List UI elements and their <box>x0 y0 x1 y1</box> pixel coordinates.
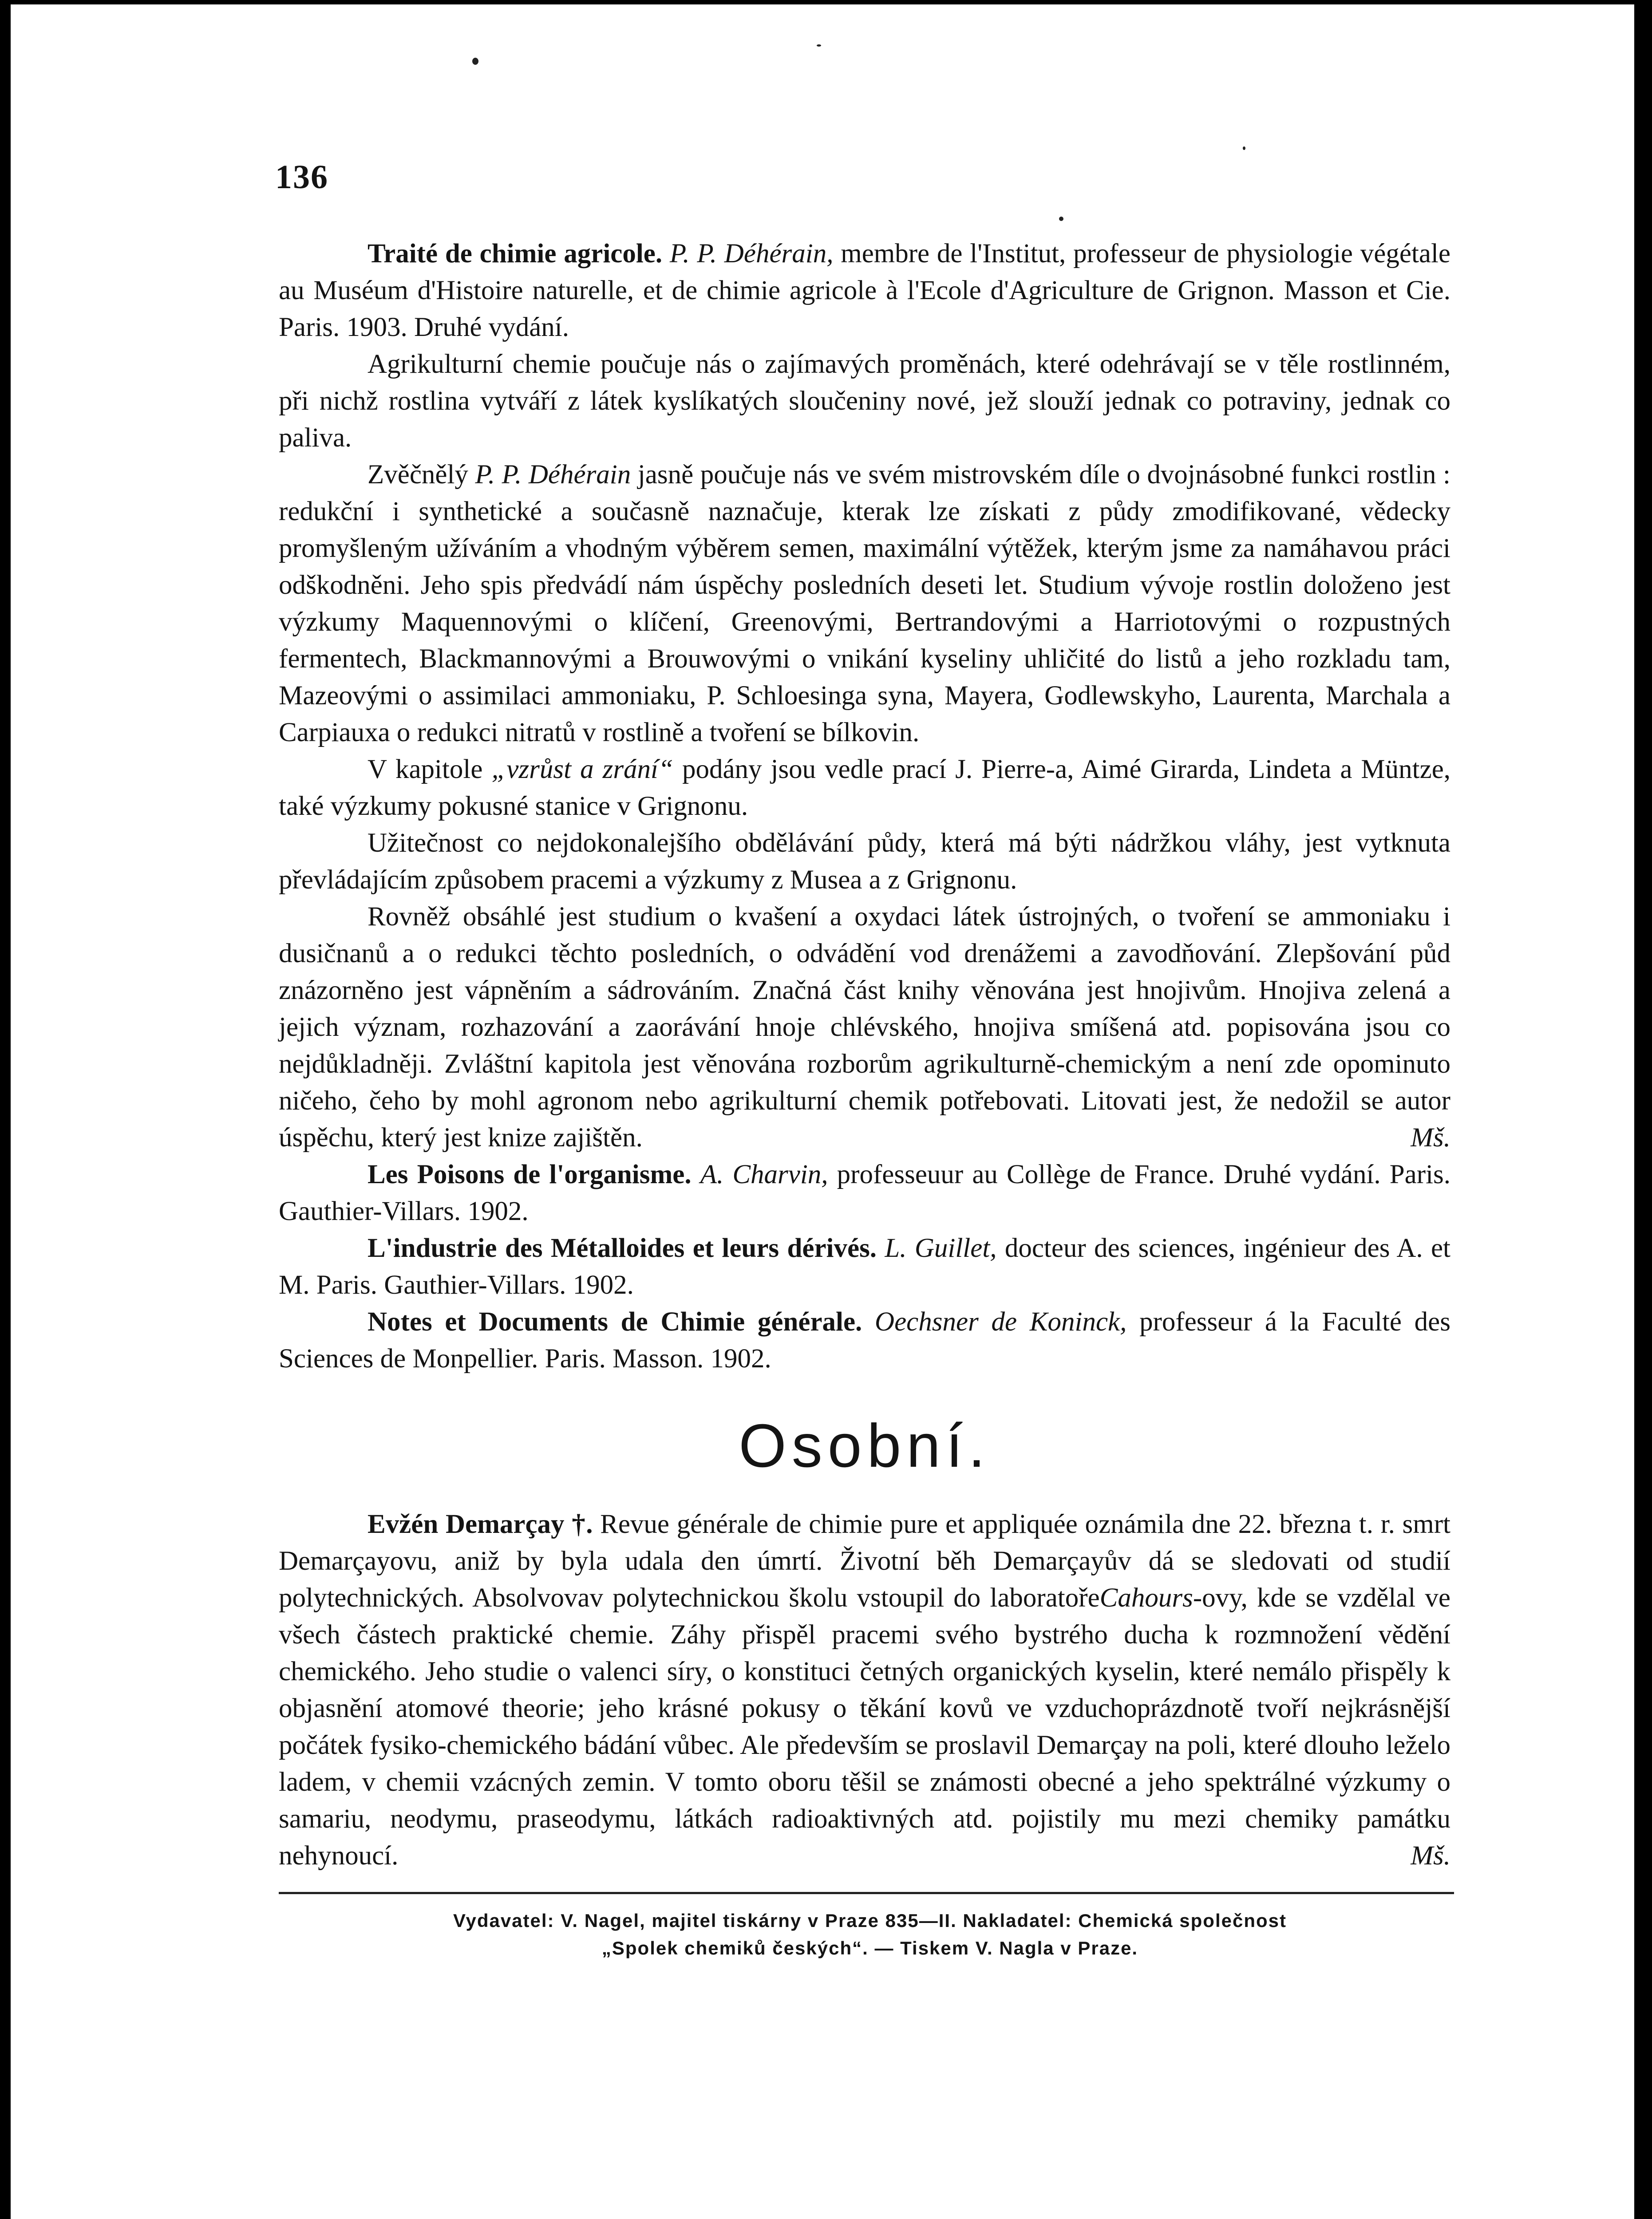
scan-edge <box>1634 0 1652 2219</box>
review-paragraph: Agrikulturní chemie poučuje nás o zajímavých proměnách, které odehrávají se v těle rostlinném, při nichž rostlina vytváří z látek kyslíkatých sloučeniny nové, jež slouží jednak co potraviny, jednak co paliva. <box>279 349 1450 453</box>
obituary <box>279 1506 1450 1874</box>
review-author: A. Charvin, <box>700 1160 828 1189</box>
paragraph-lead: Zvěčnělý <box>368 460 468 490</box>
obituary-name: Evžén Demarçay †. <box>368 1509 593 1539</box>
obituary-italic: Cahours <box>1099 1583 1193 1613</box>
imprint <box>328 1907 1411 1962</box>
review-paragraph <box>279 898 1450 1156</box>
review-details: docteur des sciences, ingénieur des A. et M. Paris. Gauthier-Villars. 1902. <box>279 1233 1451 1300</box>
review-author-inline: P. P. Déhérain <box>475 460 631 490</box>
scan-speck <box>817 44 821 47</box>
paragraph-text: jasně poučuje nás ve svém mistrovském díle o dvojnásobné funkci rostlin : redukční i synthetické a současně naznačuje, kterak lze získati z půdy zmodifikované, vědecky promyšleným užíváním a vhodným výběrem semen, maximální výtěžek, kterým jsme za namáhavou práci odškodněni. Jeho spis předvádí nám úspěchy posledních deseti let. Studium vývoje rostlin doloženo jest výzkumy Maquennovými o klíčení, Greenovými, Bertrandovými a Harriotovými o rozpustných fermentech, Blackmannovými a Brouwovými o vnikání kyseliny uhličité do listů a jeho rozkladu tam, Mazeovými o assimilaci ammoniaku, P. Schloesinga syna, Mayera, Godlewskyho, Laurenta, Marchala a Carpiauxa o redukci nitratů v rostlině a tvoření se bílkovin. <box>279 460 1451 747</box>
review-details: professeuur au Collège de France. Druhé vydání. Paris. Gauthier-Villars. 1902. <box>279 1160 1451 1226</box>
obituary-text: Revue générale de chimie pure et appliquée oznámila dne 22. března t. r. smrt Demarçayovu, aniž by byla udala den úmrtí. Životní běh Demarçayův dá se sledovati od studií polytechnických. Absolvovav polytechnickou školu vstoupil do laboratoře <box>279 1509 1450 1613</box>
review-author: P. P. Déhérain, <box>669 239 834 268</box>
scan-speck <box>1059 217 1063 221</box>
imprint-line: „Spolek chemiků českých“. — Tiskem V. Nagla v Praze. <box>601 1938 1138 1958</box>
review-title: Notes et Documents de Chimie générale. <box>368 1307 862 1337</box>
obituary-text: -ovy, kde se vzdělal ve všech částech praktické chemie. Záhy přispěl pracemi svého bystrého ducha k rozmnožení vědění chemického. Jeho studie o valenci síry, o konstituci četných organických kyselin, které nemálo přispěly k objasnění atomové theorie; jeho krásné pokusy o těkání kovů ve vzduchoprázdnotě tvoří nejkrásnější počátek fysiko-chemického bádání vůbec. Ale především se proslavil Demarçay na poli, které dlouho leželo ladem, v chemii vzácných zemin. V tomto oboru těšil se známosti obecné a jeho spektrálné výzkumy o samariu, neodymu, praseodymu, látkách radioaktivných atd. pojistily mu mezi chemiky památku nehynoucí. <box>279 1583 1450 1871</box>
review-title: Les Poisons de l'organisme. <box>368 1160 692 1189</box>
section-heading: Osobní. <box>739 1412 991 1480</box>
review-author: L. Guillet, <box>885 1233 997 1263</box>
review-author: Oechsner de Koninck, <box>875 1307 1127 1337</box>
review-title: Traité de chimie agricole. <box>368 239 663 268</box>
review-signature: Mš. <box>1411 1123 1450 1153</box>
short-review <box>279 1303 1450 1377</box>
paragraph-text: Rovněž obsáhlé jest studium o kvašení a oxydaci látek ústrojných, o tvoření se ammoniaku i dusičnanů a o redukci těchto posledních, o odvádění vod drenážemi a zavodňování. Zlepšování půd znázorněno jest vápněním a sádrováním. Značná část knihy věnována jest hnojivům. Hnojiva zelená a jejich význam, rozhazování a zaorávání hnoje chlévského, hnojiva smíšená atd. popisována jsou co nejdůkladněji. Zvláštní kapitola jest věnována rozborům agrikulturně-chemickým a není zde opominuto ničeho, čeho by mohl agronom nebo agrikulturní chemik potřebovati. Litovati jest, že nedožil se autor úspěchu, který jest knize zajištěn. <box>279 902 1450 1153</box>
scan-speck <box>472 58 478 65</box>
review-paragraph: Užitečnost co nejdokonalejšího obdělávání půdy, která má býti nádržkou vláhy, jest vytknuta převládajícím způsobem pracemi a výzkumy z Musea a z Grignonu. <box>279 828 1450 895</box>
scan-speck <box>1243 146 1245 150</box>
review-details: professeur á la Faculté des Sciences de Monpellier. Paris. Masson. 1902. <box>279 1307 1451 1374</box>
short-review <box>279 1156 1450 1230</box>
paragraph-lead: V kapitole <box>368 754 483 784</box>
obituary-signature: Mš. <box>1411 1841 1450 1871</box>
page-body <box>279 235 1450 1874</box>
review-header <box>279 235 1450 346</box>
page-number: 136 <box>275 158 328 196</box>
review-title: L'industrie des Métalloides et leurs dérivés. <box>368 1233 877 1263</box>
paragraph-text: podány jsou vedle prací J. Pierre-a, Aimé Girarda, Lindeta a Müntze, také výzkumy pokusné stanice v Grignonu. <box>279 754 1451 821</box>
imprint-line: Vydavatel: V. Nagel, majitel tiskárny v Praze 835—II. Nakladatel: Chemická společnost <box>453 1910 1287 1931</box>
review-paragraph <box>279 751 1450 825</box>
review-details: membre de l'Institut, professeur de physiologie végétale au Muséum d'Histoire naturelle, et de chimie agricole à l'Ecole d'Agriculture de Grignon. Masson et Cie. Paris. 1903. Druhé vydání. <box>279 239 1450 342</box>
footer-rule <box>279 1892 1454 1894</box>
review-paragraph <box>279 456 1450 751</box>
short-review <box>279 1230 1450 1303</box>
chapter-quote: „vzrůst a zrání“ <box>491 754 673 784</box>
